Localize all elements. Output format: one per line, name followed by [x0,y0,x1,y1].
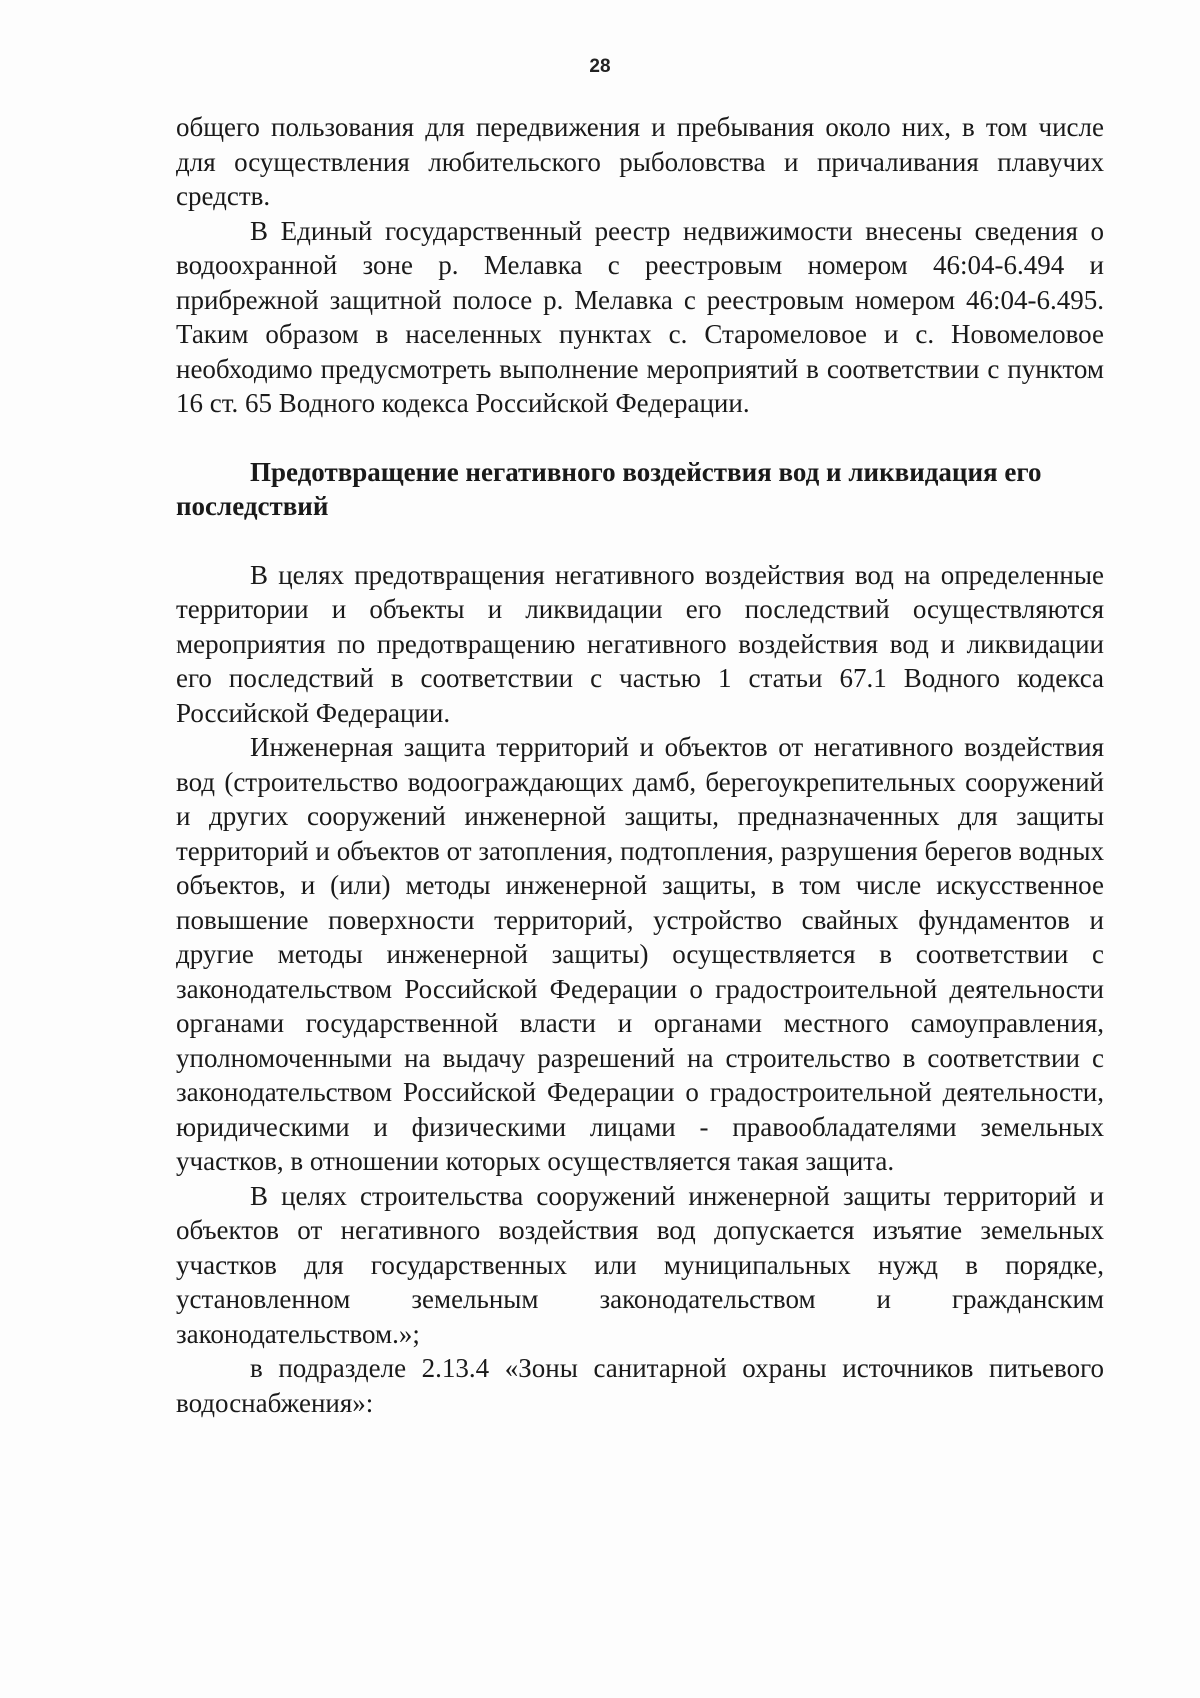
paragraph-continuation: общего пользования для передвижения и пребывания около них, в том числе для осуществления любительского рыболовства и причаливания плавучих средств. [176,112,1104,211]
paragraph-subsection-reference: в подразделе 2.13.4 «Зоны санитарной охраны источников питьевого водоснабжения»: [176,1353,1104,1418]
document-body [176,110,1104,1420]
section-heading: Предотвращение негативного воздействия вод и ликвидация его последствий [176,456,1042,521]
page-number: 28 [589,56,611,77]
paragraph-registry: В Единый государственный реестр недвижимости внесены сведения о водоохранной зоне р. Мелавка с реестровым номером 46:04-6.494 и прибрежной защитной полосе р. Мелавка с реестровым номером 46:04-6.495. Таким образом в населенных пунктах с. Старомеловое и с. Новомеловое необходимо предусмотреть выполнение мероприятий в соответствии с пунктом 16 ст. 65 Водного кодекса Российской Федерации. [176,215,1104,418]
paragraph-engineering-protection: Инженерная защита территорий и объектов от негативного воздействия вод (строительство водоограждающих дамб, берегоукрепительных сооружений и других сооружений инженерной защиты, предназначенных для защиты территорий и объектов от затопления, подтопления, разрушения берегов водных объектов, и (или) методы инженерной защиты, в том числе искусственное повышение поверхности территорий, устройство свайных фундаментов и другие методы инженерной защиты) осуществляется в соответствии с законодательством Российской Федерации о градостроительной деятельности органами государственной власти и органами местного самоуправления, уполномоченными на выдачу разрешений на строительство в соответствии с законодательством Российской Федерации о градостроительной деятельности, юридическими и физическими лицами - правообладателями земельных участков, в отношении которых осуществляется такая защита. [176,732,1104,1176]
paragraph-prevention: В целях предотвращения негативного воздействия вод на определенные территории и объекты и ликвидации его последствий осуществляются мероприятия по предотвращению негативного воздействия вод и ликвидации его последствий в соответствии с частью 1 статьи 67.1 Водного кодекса Российской Федерации. [176,559,1104,728]
paragraph-land-seizure: В целях строительства сооружений инженерной защиты территорий и объектов от негативного воздействия вод допускается изъятие земельных участков для государственных или муниципальных нужд в порядке, установленном земельным законодательством и гражданским законодательством.»; [176,1180,1104,1349]
